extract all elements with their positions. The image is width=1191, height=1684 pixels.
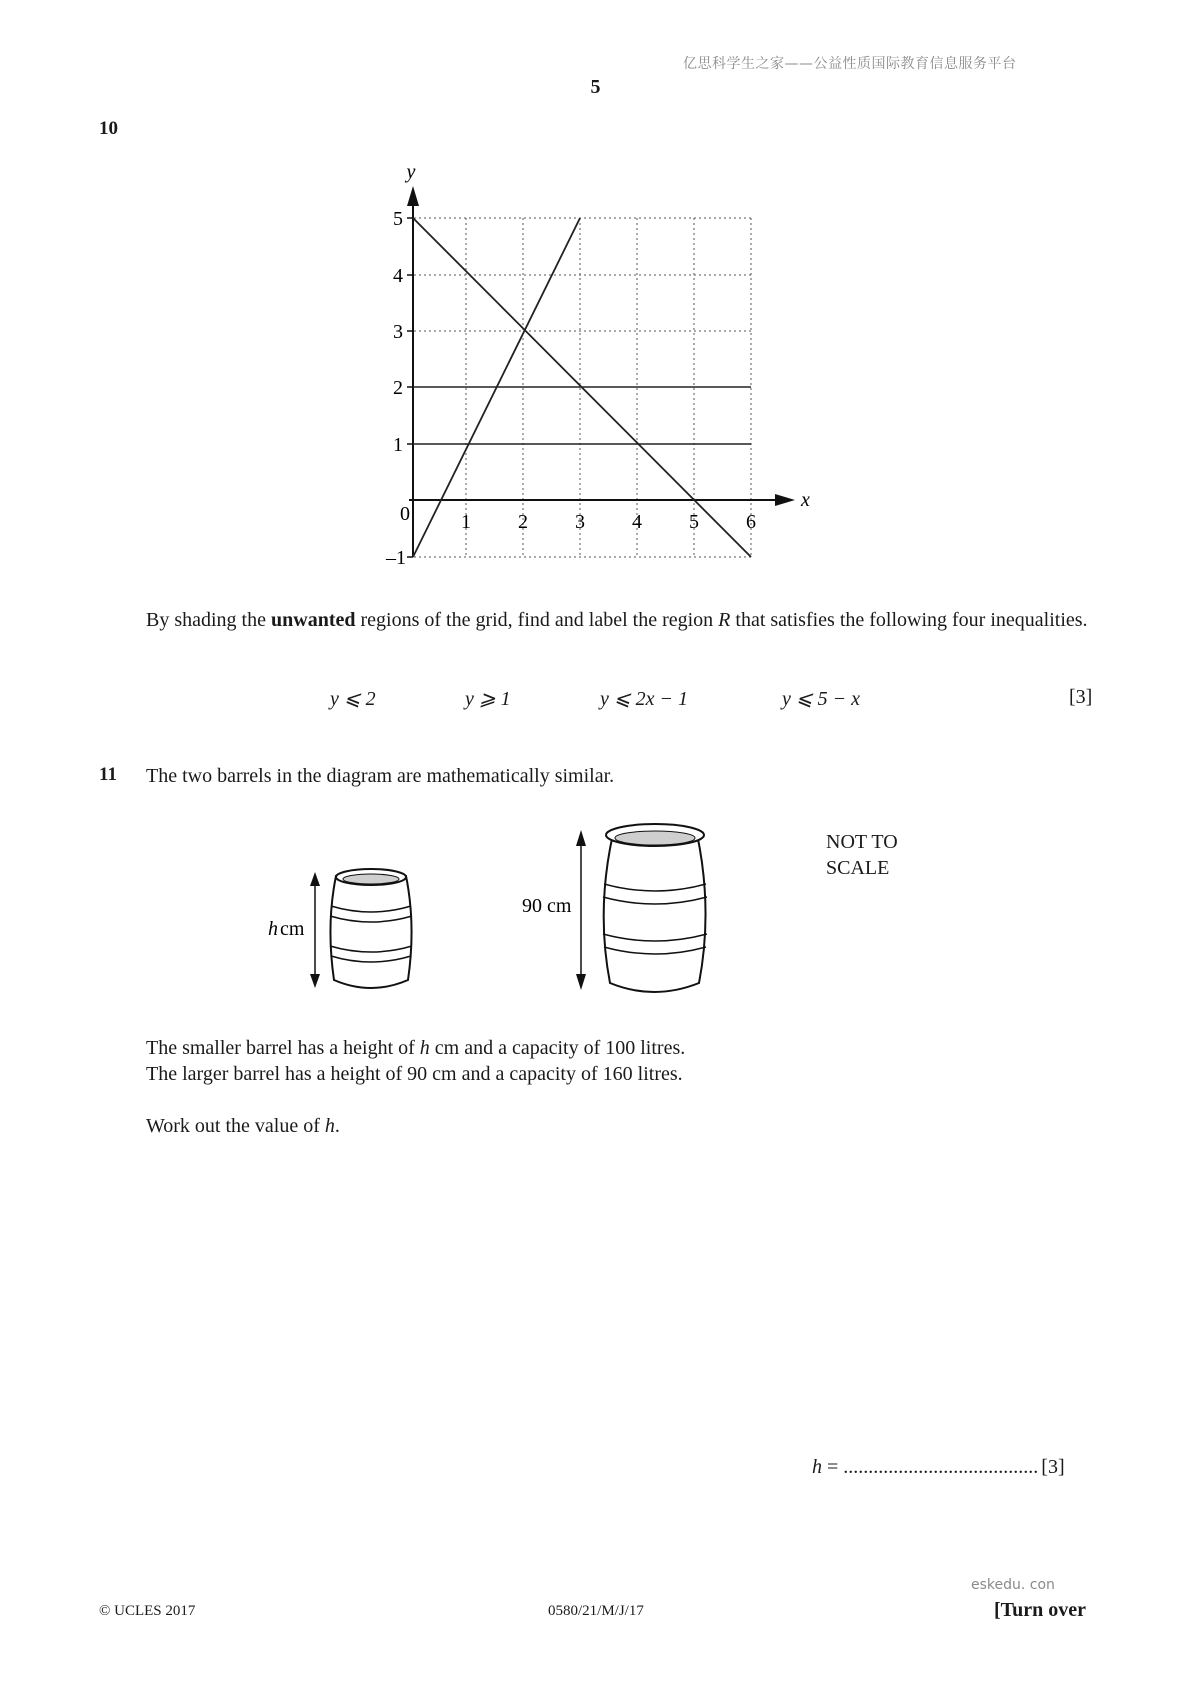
large-height-arrow: [576, 830, 586, 990]
inequality-1: y ⩽ 2: [330, 688, 376, 710]
inequality-2: y ⩾ 1: [465, 688, 511, 710]
small-height-arrow: [310, 872, 320, 988]
page-number: 5: [590, 76, 601, 98]
question-10-prompt: By shading the unwanted regions of the grid, find and label the region R that satisfies the following four inequalities.: [146, 609, 1088, 631]
inequality-graph: [360, 150, 820, 570]
question-11-task: Work out the value of h.: [146, 1115, 340, 1137]
question-11-marks: [3]: [1041, 1456, 1065, 1478]
y-tick-label: 3: [393, 321, 403, 343]
footer-turn-over: [Turn over: [994, 1599, 1087, 1621]
question-10-number: 10: [99, 118, 118, 139]
question-11-intro: The two barrels in the diagram are mathematically similar.: [146, 765, 615, 787]
inequality-4: y ⩽ 5 − x: [782, 688, 861, 710]
x-tick-label: 6: [746, 511, 756, 533]
y-axis-label: y: [406, 161, 416, 183]
inequality-3: y ⩽ 2x − 1: [600, 688, 689, 710]
x-tick-label: 2: [518, 511, 528, 533]
large-barrel: [603, 824, 707, 992]
barrels-diagram: [250, 815, 750, 1005]
footer-copyright: © UCLES 2017: [99, 1603, 196, 1619]
y-tick-label: 1: [393, 434, 403, 456]
small-barrel: [330, 869, 412, 988]
y-tick-label: 2: [393, 377, 403, 399]
origin-label: 0: [400, 503, 410, 525]
x-tick-label: 3: [575, 511, 585, 533]
x-tick-label: 4: [632, 511, 642, 533]
y-tick-label: 5: [393, 208, 403, 230]
y-tick-label: 4: [393, 265, 403, 287]
header-watermark: 亿思科学生之家——公益性质国际教育信息服务平台: [683, 56, 1017, 72]
question-10-marks: [3]: [1069, 686, 1093, 708]
question-11-line-2: The larger barrel has a height of 90 cm and a capacity of 160 litres.: [146, 1063, 683, 1085]
not-to-scale-note: NOT TO SCALE: [826, 831, 898, 879]
x-axis-arrow-icon: [775, 494, 795, 506]
y-axis-arrow-icon: [407, 186, 419, 206]
large-barrel-label: 90 cm: [522, 895, 572, 917]
question-11-number: 11: [99, 764, 117, 785]
question-11-line-1: The smaller barrel has a height of h cm and a capacity of 100 litres.: [146, 1037, 686, 1059]
small-barrel-label: h cm: [268, 918, 305, 940]
x-tick-label: 5: [689, 511, 699, 533]
x-tick-label: 1: [461, 511, 471, 533]
answer-line-h[interactable]: h = ....................................... [3]: [812, 1456, 1065, 1478]
y-tick-label-minus-one: –1: [386, 547, 406, 569]
footer-watermark: eskedu. con: [971, 1577, 1055, 1593]
footer-paper-code: 0580/21/M/J/17: [548, 1603, 644, 1619]
x-axis-label: x: [801, 489, 810, 511]
